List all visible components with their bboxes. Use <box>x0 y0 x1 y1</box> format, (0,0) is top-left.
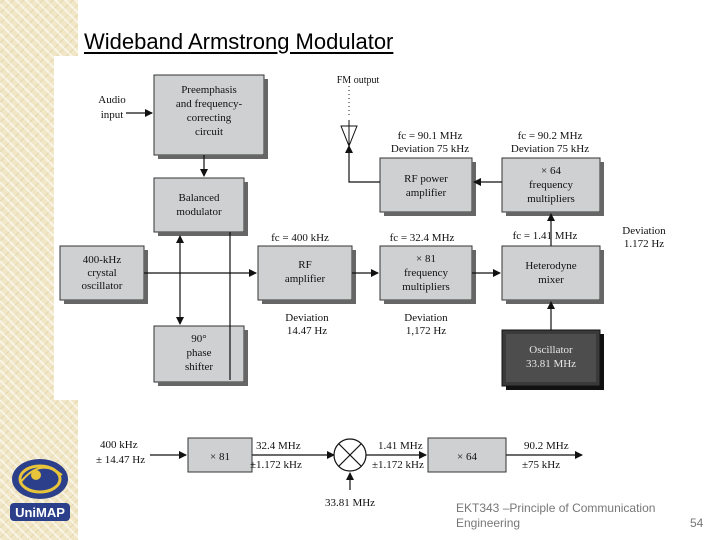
chain-input-freq: 400 kHz <box>100 439 138 451</box>
deviation-1172-mid-line1: Deviation <box>404 312 448 324</box>
phase-shifter-line2: phase <box>186 347 212 359</box>
rf-amplifier-line1: RF <box>298 259 312 271</box>
crystal-oscillator-block <box>60 246 148 304</box>
preemphasis-block <box>154 75 268 159</box>
mult81-line2: frequency <box>404 267 448 279</box>
rf-power-amplifier-block <box>380 158 476 216</box>
fc-400-label: fc = 400 kHz <box>271 232 329 244</box>
crystal-oscillator-line3: oscillator <box>81 280 123 292</box>
footer-course-text: EKT343 –Principle of Communication Engineering <box>456 501 656 530</box>
chain-oscillator-freq: 33.81 MHz <box>324 497 376 509</box>
heterodyne-line2: mixer <box>538 274 564 286</box>
page-number: 54 <box>690 516 704 530</box>
preemphasis-line2: and frequency- <box>175 98 243 110</box>
mult64-line2: frequency <box>529 179 573 191</box>
phase-shifter-block <box>154 326 248 386</box>
fm-output-label: FM output <box>336 75 380 86</box>
deviation-1172-right-line1: Deviation <box>622 225 666 237</box>
rf-amplifier-block <box>258 246 356 304</box>
audio-input-line1: Audio <box>98 94 126 106</box>
deviation-1172-right-line2: 1.172 Hz <box>623 238 665 250</box>
heterodyne-mixer-block <box>502 246 604 304</box>
preemphasis-line4: circuit <box>194 126 224 138</box>
fc-32-4-label: fc = 32.4 MHz <box>389 232 455 244</box>
chain-d2: ±1.172 kHz <box>372 459 424 471</box>
deviation-75-a-label: Deviation 75 kHz <box>390 143 470 155</box>
rf-amplifier-line2: amplifier <box>284 273 326 285</box>
mult64-line3: multipliers <box>527 193 575 205</box>
phase-shifter-line1: 90° <box>191 333 207 345</box>
chain-input-deviation: ± 14.47 Hz <box>96 454 146 466</box>
audio-input-line2: input <box>100 109 124 121</box>
chain-f1: 32.4 MHz <box>256 440 301 452</box>
oscillator-33-81-block <box>502 330 604 390</box>
svg-text:UniMAP: UniMAP <box>15 505 65 520</box>
fc-90-2-label: fc = 90.2 MHz <box>517 130 583 142</box>
chain-f2: 1.41 MHz <box>378 440 423 452</box>
simplified-chain <box>96 438 582 509</box>
chain-x81-label: × 81 <box>210 451 230 463</box>
fc-90-1-label: fc = 90.1 MHz <box>397 130 463 142</box>
times-64-multiplier-block <box>502 158 604 216</box>
deviation-1172-mid-line2: 1,172 Hz <box>405 325 447 337</box>
chain-d1: ±1.172 kHz <box>250 459 302 471</box>
crystal-oscillator-line2: crystal <box>87 267 117 279</box>
mixer-icon <box>334 439 366 471</box>
chain-x64-label: × 64 <box>457 451 477 463</box>
deviation-14-47-line2: 14.47 Hz <box>286 325 328 337</box>
rf-power-line2: amplifier <box>405 187 447 199</box>
oscillator-line2: 33.81 MHz <box>525 358 577 370</box>
slide-title: Wideband Armstrong Modulator <box>84 29 394 54</box>
balanced-modulator-line1: Balanced <box>178 192 220 204</box>
times-81-multiplier-block <box>380 246 476 304</box>
mult81-line3: multipliers <box>402 281 450 293</box>
deviation-75-b-label: Deviation 75 kHz <box>510 143 590 155</box>
fc-1-41-label: fc = 1.41 MHz <box>512 230 578 242</box>
oscillator-line1: Oscillator <box>529 344 573 356</box>
chain-f3: 90.2 MHz <box>524 440 569 452</box>
deviation-14-47-line1: Deviation <box>285 312 329 324</box>
balanced-modulator-line2: modulator <box>176 206 222 218</box>
preemphasis-line3: correcting <box>186 112 232 124</box>
crystal-oscillator-line1: 400-kHz <box>82 254 122 266</box>
unimap-logo <box>6 455 74 527</box>
heterodyne-line1: Heterodyne <box>525 260 577 272</box>
balanced-modulator-block <box>154 178 248 236</box>
preemphasis-line1: Preemphasis <box>181 84 237 96</box>
mult81-line1: × 81 <box>416 253 436 265</box>
chain-d3: ±75 kHz <box>522 459 561 471</box>
rf-power-line1: RF power <box>404 173 448 185</box>
phase-shifter-line3: shifter <box>184 361 214 373</box>
mult64-line1: × 64 <box>541 165 561 177</box>
